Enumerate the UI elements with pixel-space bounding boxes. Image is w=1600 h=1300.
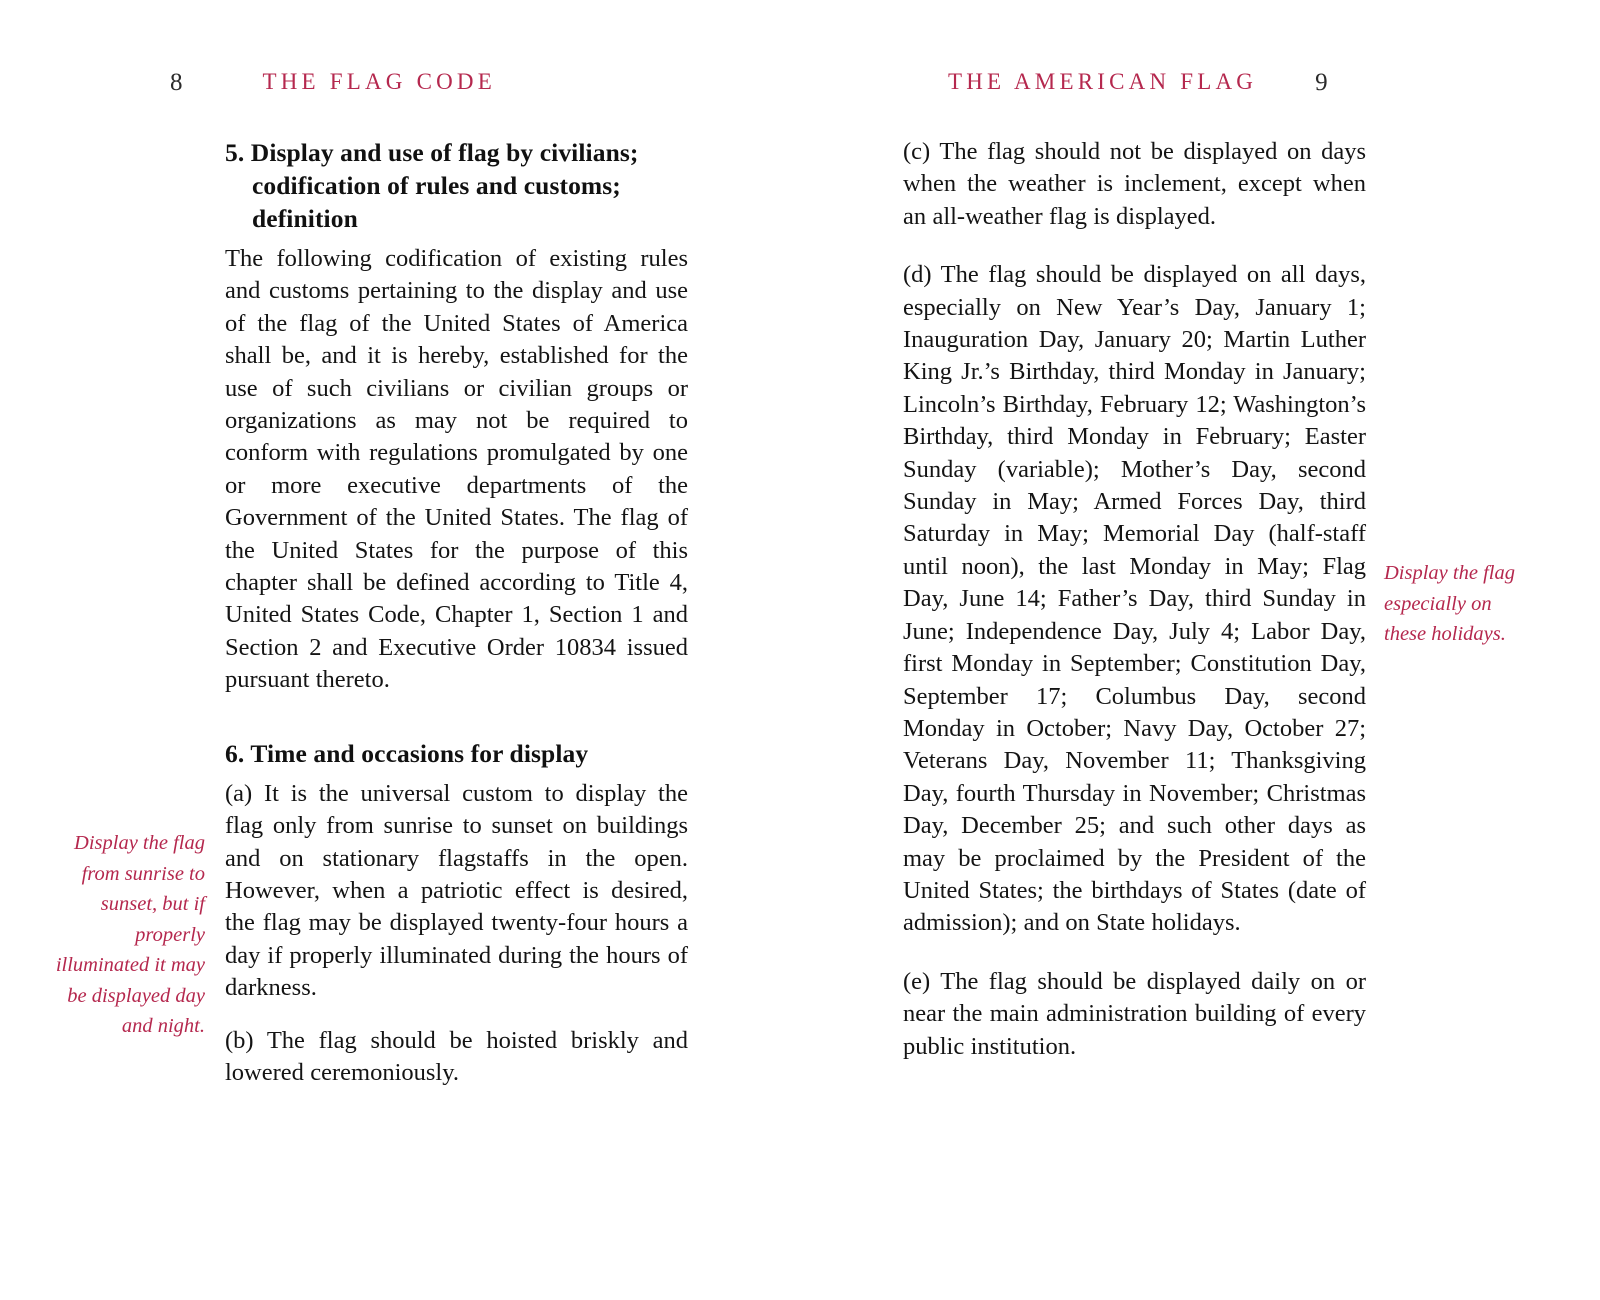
text-column-right [903, 136, 1366, 1063]
section-heading-6: 6. Time and occasions for display [225, 738, 589, 768]
section-5-paragraph: The following codification of existing rules and customs pertaining to the display and use of the flag of the United States of America shall be, and it is hereby, established for the use of such civilians or civilian groups or organizations as may not be required to conform with regulations promulgated by one or more executive departments of the Government of the United States. The flag of the United States for the purpose of this chapter shall be defined according to Title 4, United States Code, Chapter 1, Section 1 and Section 2 and Executive Order 10834 issued pursuant thereto. [225, 245, 688, 694]
page-number-left: 8 [170, 68, 183, 96]
clause-c-paragraph: (c) The flag should not be displayed on days when the weather is inclement, except when an all-weather flag is displayed. [903, 138, 1366, 230]
running-head-title-right: THE AMERICAN FLAG [948, 69, 1258, 94]
running-head-left-page [170, 62, 710, 102]
section-heading-5: 5. Display and use of flag by civilians; codification of rules and customs; definition [225, 138, 639, 233]
clause-a-paragraph: (a) It is the universal custom to display the flag only from sunrise to sunset on buildings and on stationary flagstaffs in the open. However, when a patriotic effect is desired, the flag may be displayed twenty-four hours a day if properly illuminated during the hours of darkness. [225, 779, 688, 1002]
text-column-left [225, 136, 688, 1089]
margin-note-right: Display the flag especially on these holidays. [1384, 562, 1515, 645]
margin-note-left: Display the flag from sunrise to sunset, but if properly illuminated it may be displayed day and night. [55, 832, 205, 1037]
running-head-right-page [900, 62, 1440, 102]
page-number-right: 9 [1315, 68, 1328, 96]
clause-b-paragraph: (b) The flag should be hoisted briskly and lowered ceremoniously. [225, 1026, 688, 1086]
clause-e-paragraph: (e) The flag should be displayed daily on or near the main administration building of every public institution. [903, 967, 1366, 1060]
running-head-title-left: THE FLAG CODE [262, 69, 496, 94]
clause-d-paragraph: (d) The flag should be displayed on all days, especially on New Year’s Day, January 1; Inauguration Day, January 20; Martin Luther King Jr.’s Birthday, third Monday in January; Lincoln’s Birthday, February 12; Washington’s Birthday, third Monday in February; Easter Sunday (variable); Mother’s Day, second Sunday in May; Armed Forces Day, third Saturday in May; Memorial Day (half-staff until noon), the last Monday in May; Flag Day, June 14; Father’s Day, third Sunday in June; Independence Day, July 4; Labor Day, first Monday in September; Constitution Day, September 17; Columbus Day, second Monday in October; Navy Day, October 27; Veterans Day, November 11; Thanksgiving Day, fourth Thursday in November; Christmas Day, December 25; and such other days as may be proclaimed by the President of the United States; the birthdays of States (date of admission); and on State holidays. [903, 261, 1366, 937]
